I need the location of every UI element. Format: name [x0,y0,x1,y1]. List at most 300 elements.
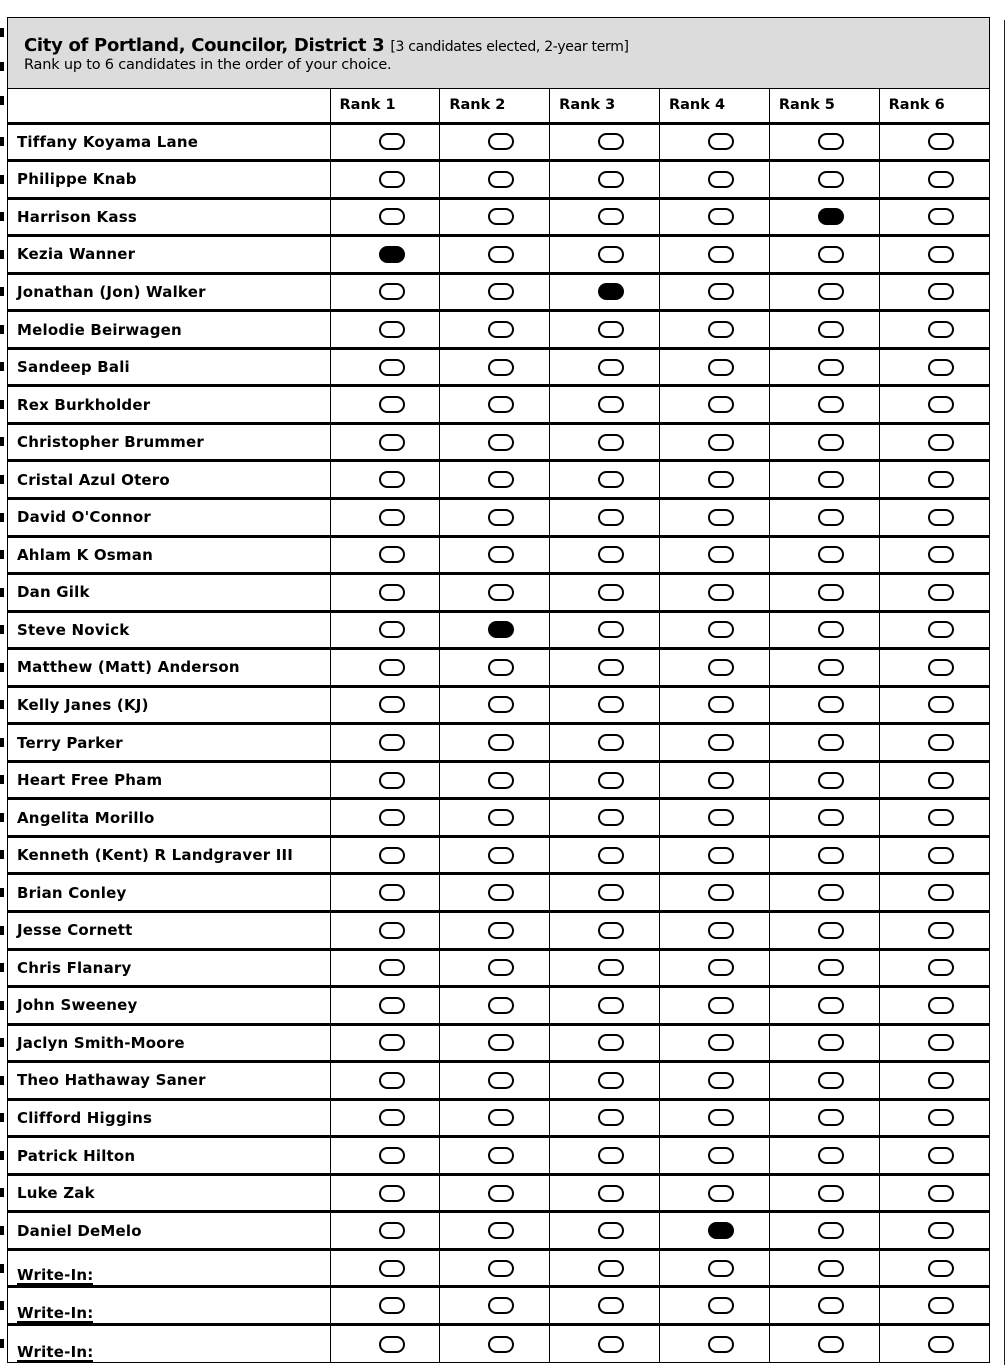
oval-bubble-icon[interactable] [488,809,514,826]
oval-bubble-icon[interactable] [379,696,405,713]
rank-1-cell [330,498,440,536]
rank-3-cell [550,1249,660,1287]
rank-1-cell [330,1325,440,1363]
oval-bubble-icon[interactable] [488,997,514,1014]
oval-bubble-icon[interactable] [928,772,954,789]
candidate-row [8,236,989,274]
timing-mark [0,963,4,972]
rank-2-cell [440,1062,550,1100]
oval-bubble-icon[interactable] [379,171,405,188]
oval-bubble-icon[interactable] [488,847,514,864]
oval-bubble-icon[interactable] [598,396,624,413]
rank-3-cell [550,574,660,612]
rank-2-cell [440,987,550,1025]
candidate-name: Christopher Brummer [8,423,330,461]
candidate-name: Cristal Azul Otero [8,461,330,499]
oval-bubble-icon[interactable] [708,621,734,638]
rank-2-cell [440,1099,550,1137]
write-in-row [8,1287,989,1325]
oval-bubble-icon[interactable] [379,772,405,789]
rank-4-cell [659,1174,769,1212]
oval-bubble-icon[interactable] [598,621,624,638]
rank-header-row [8,89,989,123]
oval-bubble-icon[interactable] [379,584,405,601]
oval-bubble-icon[interactable] [708,1147,734,1164]
oval-bubble-icon[interactable] [708,171,734,188]
ballot-contest [7,17,990,1363]
oval-bubble-icon[interactable] [379,1147,405,1164]
oval-bubble-icon[interactable] [928,1297,954,1314]
oval-bubble-icon[interactable] [598,509,624,526]
oval-bubble-icon[interactable] [488,546,514,563]
rank-6-cell [879,348,989,386]
rank-2-cell [440,348,550,386]
candidate-name: Theo Hathaway Saner [8,1062,330,1100]
oval-bubble-icon[interactable] [818,696,844,713]
oval-bubble-icon[interactable] [379,396,405,413]
rank-6-cell [879,236,989,274]
filled-oval-icon[interactable] [488,621,514,638]
rank-2-cell [440,1024,550,1062]
oval-bubble-icon[interactable] [928,546,954,563]
oval-bubble-icon[interactable] [928,208,954,225]
rank-6-cell [879,611,989,649]
rank-1-cell [330,1137,440,1175]
timing-mark [0,325,4,334]
oval-bubble-icon[interactable] [818,1034,844,1051]
oval-bubble-icon[interactable] [928,1034,954,1051]
oval-bubble-icon[interactable] [928,359,954,376]
rank-5-cell [769,123,879,161]
rank-4-cell [659,311,769,349]
oval-bubble-icon[interactable] [598,246,624,263]
oval-bubble-icon[interactable] [488,1222,514,1239]
oval-bubble-icon[interactable] [598,772,624,789]
oval-bubble-icon[interactable] [598,1222,624,1239]
oval-bubble-icon[interactable] [379,133,405,150]
oval-bubble-icon[interactable] [488,659,514,676]
oval-bubble-icon[interactable] [379,359,405,376]
oval-bubble-icon[interactable] [818,1260,844,1277]
candidate-row [8,273,989,311]
oval-bubble-icon[interactable] [818,1072,844,1089]
oval-bubble-icon[interactable] [818,1147,844,1164]
oval-bubble-icon[interactable] [598,546,624,563]
oval-bubble-icon[interactable] [818,359,844,376]
oval-bubble-icon[interactable] [379,959,405,976]
rank-3-cell [550,198,660,236]
contest-header [8,18,989,89]
oval-bubble-icon[interactable] [598,922,624,939]
oval-bubble-icon[interactable] [928,1336,954,1353]
candidate-name: Jaclyn Smith-Moore [8,1024,330,1062]
oval-bubble-icon[interactable] [708,546,734,563]
oval-bubble-icon[interactable] [708,734,734,751]
oval-bubble-icon[interactable] [598,1297,624,1314]
oval-bubble-icon[interactable] [928,434,954,451]
oval-bubble-icon[interactable] [818,509,844,526]
oval-bubble-icon[interactable] [379,809,405,826]
candidate-row [8,874,989,912]
oval-bubble-icon[interactable] [379,734,405,751]
oval-bubble-icon[interactable] [379,997,405,1014]
oval-bubble-icon[interactable] [379,471,405,488]
oval-bubble-icon[interactable] [708,434,734,451]
rank-1-cell [330,1024,440,1062]
oval-bubble-icon[interactable] [928,1260,954,1277]
oval-bubble-icon[interactable] [598,359,624,376]
oval-bubble-icon[interactable] [598,734,624,751]
oval-bubble-icon[interactable] [488,1072,514,1089]
oval-bubble-icon[interactable] [379,283,405,300]
rank-4-cell [659,987,769,1025]
oval-bubble-icon[interactable] [708,1185,734,1202]
oval-bubble-icon[interactable] [928,659,954,676]
candidate-row [8,649,989,687]
contest-title-text: City of Portland, Councilor, District 3 [24,35,385,56]
oval-bubble-icon[interactable] [818,1297,844,1314]
oval-bubble-icon[interactable] [818,321,844,338]
oval-bubble-icon[interactable] [818,434,844,451]
rank-4-cell [659,686,769,724]
oval-bubble-icon[interactable] [928,997,954,1014]
oval-bubble-icon[interactable] [488,959,514,976]
oval-bubble-icon[interactable] [708,659,734,676]
oval-bubble-icon[interactable] [488,1297,514,1314]
oval-bubble-icon[interactable] [928,884,954,901]
oval-bubble-icon[interactable] [488,321,514,338]
oval-bubble-icon[interactable] [818,546,844,563]
candidate-row [8,423,989,461]
oval-bubble-icon[interactable] [708,359,734,376]
oval-bubble-icon[interactable] [818,396,844,413]
oval-bubble-icon[interactable] [598,1109,624,1126]
oval-bubble-icon[interactable] [708,208,734,225]
oval-bubble-icon[interactable] [598,959,624,976]
rank-5-cell [769,536,879,574]
oval-bubble-icon[interactable] [488,396,514,413]
write-in-field[interactable] [8,1249,330,1287]
oval-bubble-icon[interactable] [928,246,954,263]
oval-bubble-icon[interactable] [818,246,844,263]
oval-bubble-icon[interactable] [598,208,624,225]
rank-4-cell [659,649,769,687]
rank-6-cell [879,799,989,837]
rank-3-cell [550,498,660,536]
rank-1-cell [330,273,440,311]
rank-1-cell [330,1099,440,1137]
oval-bubble-icon[interactable] [379,1297,405,1314]
oval-bubble-icon[interactable] [928,1222,954,1239]
candidate-row [8,536,989,574]
rank-5-cell [769,1249,879,1287]
oval-bubble-icon[interactable] [598,884,624,901]
rank-1-cell [330,461,440,499]
timing-mark [0,475,4,484]
oval-bubble-icon[interactable] [928,133,954,150]
filled-oval-icon[interactable] [598,283,624,300]
oval-bubble-icon[interactable] [379,1072,405,1089]
write-in-field[interactable] [8,1287,330,1325]
candidate-name: Tiffany Koyama Lane [8,123,330,161]
oval-bubble-icon[interactable] [818,471,844,488]
oval-bubble-icon[interactable] [488,696,514,713]
rank-3-cell [550,348,660,386]
oval-bubble-icon[interactable] [379,208,405,225]
oval-bubble-icon[interactable] [708,1336,734,1353]
oval-bubble-icon[interactable] [708,396,734,413]
oval-bubble-icon[interactable] [488,1260,514,1277]
filled-oval-icon[interactable] [818,208,844,225]
oval-bubble-icon[interactable] [928,471,954,488]
oval-bubble-icon[interactable] [708,1109,734,1126]
rank-6-cell [879,574,989,612]
oval-bubble-icon[interactable] [598,133,624,150]
oval-bubble-icon[interactable] [379,847,405,864]
oval-bubble-icon[interactable] [598,584,624,601]
oval-bubble-icon[interactable] [928,1072,954,1089]
oval-bubble-icon[interactable] [598,696,624,713]
oval-bubble-icon[interactable] [488,1109,514,1126]
candidate-name: Sandeep Bali [8,348,330,386]
oval-bubble-icon[interactable] [928,283,954,300]
candidate-name: Dan Gilk [8,574,330,612]
oval-bubble-icon[interactable] [708,847,734,864]
oval-bubble-icon[interactable] [928,396,954,413]
rank-5-cell [769,1099,879,1137]
oval-bubble-icon[interactable] [818,1222,844,1239]
oval-bubble-icon[interactable] [708,1297,734,1314]
oval-bubble-icon[interactable] [818,734,844,751]
oval-bubble-icon[interactable] [708,884,734,901]
timing-mark [0,1001,4,1010]
rank-1-cell [330,536,440,574]
rank-3-cell [550,423,660,461]
rank-4-cell [659,536,769,574]
rank-5-cell [769,236,879,274]
rank-6-cell [879,949,989,987]
rank-5-cell [769,949,879,987]
oval-bubble-icon[interactable] [488,171,514,188]
oval-bubble-icon[interactable] [379,659,405,676]
contest-note: [3 candidates elected, 2-year term] [390,39,629,55]
oval-bubble-icon[interactable] [379,1109,405,1126]
oval-bubble-icon[interactable] [708,696,734,713]
oval-bubble-icon[interactable] [379,922,405,939]
oval-bubble-icon[interactable] [818,283,844,300]
oval-bubble-icon[interactable] [488,208,514,225]
oval-bubble-icon[interactable] [488,434,514,451]
oval-bubble-icon[interactable] [488,884,514,901]
rank-5-cell [769,348,879,386]
candidate-name: Luke Zak [8,1174,330,1212]
oval-bubble-icon[interactable] [598,809,624,826]
rank-4-cell [659,911,769,949]
oval-bubble-icon[interactable] [928,621,954,638]
oval-bubble-icon[interactable] [488,1034,514,1051]
oval-bubble-icon[interactable] [818,171,844,188]
oval-bubble-icon[interactable] [598,1034,624,1051]
oval-bubble-icon[interactable] [598,1260,624,1277]
oval-bubble-icon[interactable] [379,546,405,563]
oval-bubble-icon[interactable] [708,1034,734,1051]
oval-bubble-icon[interactable] [379,621,405,638]
rank-1-cell [330,836,440,874]
oval-bubble-icon[interactable] [928,171,954,188]
rank-2-cell [440,461,550,499]
timing-mark [0,588,4,597]
timing-mark [0,250,4,259]
oval-bubble-icon[interactable] [488,133,514,150]
filled-oval-icon[interactable] [708,1222,734,1239]
oval-bubble-icon[interactable] [598,997,624,1014]
oval-bubble-icon[interactable] [598,434,624,451]
oval-bubble-icon[interactable] [708,283,734,300]
oval-bubble-icon[interactable] [488,1336,514,1353]
oval-bubble-icon[interactable] [818,772,844,789]
oval-bubble-icon[interactable] [708,509,734,526]
rank-header: Rank 4 [659,89,769,123]
oval-bubble-icon[interactable] [818,959,844,976]
oval-bubble-icon[interactable] [818,847,844,864]
rank-2-cell [440,949,550,987]
oval-bubble-icon[interactable] [379,1222,405,1239]
oval-bubble-icon[interactable] [818,621,844,638]
rank-4-cell [659,1212,769,1250]
rank-2-cell [440,386,550,424]
oval-bubble-icon[interactable] [708,772,734,789]
write-in-field[interactable] [8,1325,330,1363]
candidate-row [8,611,989,649]
rank-2-cell [440,1174,550,1212]
oval-bubble-icon[interactable] [818,922,844,939]
oval-bubble-icon[interactable] [488,1185,514,1202]
oval-bubble-icon[interactable] [708,321,734,338]
oval-bubble-icon[interactable] [598,171,624,188]
rank-6-cell [879,874,989,912]
oval-bubble-icon[interactable] [818,809,844,826]
oval-bubble-icon[interactable] [488,283,514,300]
candidate-name: Daniel DeMelo [8,1212,330,1250]
oval-bubble-icon[interactable] [598,321,624,338]
oval-bubble-icon[interactable] [379,1034,405,1051]
oval-bubble-icon[interactable] [928,584,954,601]
oval-bubble-icon[interactable] [928,734,954,751]
oval-bubble-icon[interactable] [928,847,954,864]
oval-bubble-icon[interactable] [928,509,954,526]
timing-mark [0,1264,4,1273]
oval-bubble-icon[interactable] [379,884,405,901]
oval-bubble-icon[interactable] [928,922,954,939]
oval-bubble-icon[interactable] [818,1185,844,1202]
timing-mark [0,437,4,446]
oval-bubble-icon[interactable] [818,1336,844,1353]
rank-4-cell [659,724,769,762]
rank-4-cell [659,949,769,987]
oval-bubble-icon[interactable] [928,809,954,826]
oval-bubble-icon[interactable] [598,659,624,676]
oval-bubble-icon[interactable] [818,584,844,601]
candidate-name: Matthew (Matt) Anderson [8,649,330,687]
oval-bubble-icon[interactable] [708,959,734,976]
oval-bubble-icon[interactable] [379,321,405,338]
oval-bubble-icon[interactable] [708,246,734,263]
oval-bubble-icon[interactable] [379,1185,405,1202]
rank-2-cell [440,649,550,687]
candidate-row [8,161,989,199]
oval-bubble-icon[interactable] [928,1185,954,1202]
oval-bubble-icon[interactable] [818,1109,844,1126]
timing-mark [0,62,4,71]
oval-bubble-icon[interactable] [598,1072,624,1089]
oval-bubble-icon[interactable] [928,696,954,713]
oval-bubble-icon[interactable] [488,772,514,789]
oval-bubble-icon[interactable] [708,471,734,488]
oval-bubble-icon[interactable] [928,321,954,338]
oval-bubble-icon[interactable] [818,884,844,901]
oval-bubble-icon[interactable] [379,1336,405,1353]
rank-3-cell [550,836,660,874]
oval-bubble-icon[interactable] [598,1147,624,1164]
rank-4-cell [659,498,769,536]
rank-5-cell [769,1212,879,1250]
rank-2-cell [440,1137,550,1175]
rank-5-cell [769,874,879,912]
filled-oval-icon[interactable] [379,246,405,263]
rank-6-cell [879,161,989,199]
oval-bubble-icon[interactable] [708,1260,734,1277]
oval-bubble-icon[interactable] [818,659,844,676]
rank-1-cell [330,311,440,349]
oval-bubble-icon[interactable] [708,809,734,826]
oval-bubble-icon[interactable] [488,509,514,526]
oval-bubble-icon[interactable] [598,1185,624,1202]
oval-bubble-icon[interactable] [708,1072,734,1089]
oval-bubble-icon[interactable] [708,584,734,601]
oval-bubble-icon[interactable] [488,359,514,376]
write-in-label: Write-In: [17,1266,94,1285]
oval-bubble-icon[interactable] [818,997,844,1014]
oval-bubble-icon[interactable] [488,246,514,263]
oval-bubble-icon[interactable] [598,471,624,488]
oval-bubble-icon[interactable] [708,997,734,1014]
timing-mark [0,1226,4,1235]
oval-bubble-icon[interactable] [379,509,405,526]
oval-bubble-icon[interactable] [708,133,734,150]
rank-2-cell [440,611,550,649]
rank-6-cell [879,423,989,461]
oval-bubble-icon[interactable] [928,1147,954,1164]
oval-bubble-icon[interactable] [379,1260,405,1277]
oval-bubble-icon[interactable] [598,847,624,864]
candidate-row [8,1099,989,1137]
candidate-name: Philippe Knab [8,161,330,199]
oval-bubble-icon[interactable] [488,471,514,488]
oval-bubble-icon[interactable] [708,922,734,939]
oval-bubble-icon[interactable] [928,1109,954,1126]
candidate-row [8,386,989,424]
oval-bubble-icon[interactable] [598,1336,624,1353]
oval-bubble-icon[interactable] [928,959,954,976]
oval-bubble-icon[interactable] [488,1147,514,1164]
oval-bubble-icon[interactable] [818,133,844,150]
oval-bubble-icon[interactable] [488,922,514,939]
rank-5-cell [769,273,879,311]
oval-bubble-icon[interactable] [488,734,514,751]
oval-bubble-icon[interactable] [488,584,514,601]
timing-mark [0,400,4,409]
oval-bubble-icon[interactable] [379,434,405,451]
